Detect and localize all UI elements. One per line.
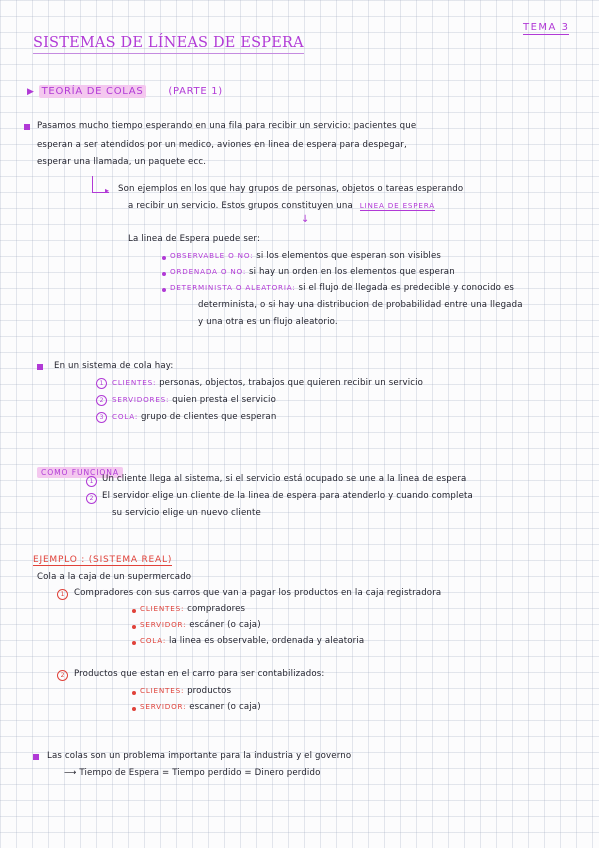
system-item-3 [112,412,276,422]
ejemplo-intro: Cola a la caja de un supermercado [37,572,192,582]
number-3-icon: 3 [96,412,107,423]
intro-line-1: Pasamos mucho tiempo esperando en una fila para recibir un servicio: pacientes que [37,121,417,131]
ejemplo-heading: EJEMPLO : (SISTEMA REAL) [33,555,173,565]
bullet-dot-icon [162,288,166,292]
determinista-line-2: determinista, o si hay una distribucion de probabilidad entre una llegada [198,300,523,310]
case1-text-3: la linea es observable, ordenada y aleatoria [168,636,365,646]
type-item-2 [170,267,455,277]
ejemplo-case-1: Compradores con sus carros que van a pagar los productos en la caja registradora [74,588,442,598]
final-line-2: ⟶ Tiempo de Espera = Tiempo perdido = Dinero perdido [64,768,321,778]
type-key-3: DETERMINISTA O ALEATORIA: [170,283,296,292]
bullet-square-icon [33,754,39,760]
type-item-3 [170,283,514,293]
type-key-1: OBSERVABLE O NO: [170,251,254,260]
case1-key-1: CLIENTES: [140,604,185,613]
como-item-1: Un cliente llega al sistema, si el servicio está ocupado se une a la linea de espera [102,474,467,484]
case1-text-2: escáner (o caja) [189,620,261,630]
case2-key-1: CLIENTES: [140,686,185,695]
number-2-icon: 2 [57,670,68,681]
examples-line-2 [128,201,435,211]
intro-line-3: esperar una llamada, un paquete ecc. [37,157,207,167]
number-1-icon: 1 [96,378,107,389]
case1-item-2 [140,620,261,630]
system-key-2: SERVIDORES: [112,395,170,404]
case1-key-3: COLA: [140,636,167,645]
type-text-3: si el flujo de llegada es predecible y conocido es [298,283,515,293]
bullet-dot-icon [162,256,166,260]
bullet-dot-icon [132,641,136,645]
case1-item-1 [140,604,245,614]
section-heading-text: TEORÍA DE COLAS [39,85,147,98]
system-item-1 [112,378,423,388]
bullet-square-icon [24,124,30,130]
final-line-1: Las colas son un problema importante para la industria y el governo [47,751,352,761]
number-2-icon: 2 [96,395,107,406]
case1-key-2: SERVIDOR: [140,620,187,629]
system-text-3: grupo de clientes que esperan [140,412,277,422]
case1-text-1: compradores [187,604,246,614]
bullet-dot-icon [132,707,136,711]
case2-item-1 [140,686,231,696]
bullet-dot-icon [132,691,136,695]
bullet-dot-icon [132,625,136,629]
ejemplo-case-2: Productos que estan en el carro para ser contabilizados: [74,669,325,679]
bullet-dot-icon [132,609,136,613]
type-text-1: si los elementos que esperan son visibles [256,251,442,261]
examples-line-1: Son ejemplos en los que hay grupos de personas, objetos o tareas esperando [118,184,464,194]
case2-item-2 [140,702,261,712]
number-2-icon: 2 [86,493,97,504]
case2-text-1: productos [187,686,232,696]
bullet-square-icon [37,364,43,370]
case2-text-2: escaner (o caja) [189,702,261,712]
case1-item-3 [140,636,364,646]
number-1-icon: 1 [57,589,68,600]
linea-puede-ser: La linea de Espera puede ser: [128,234,261,244]
linea-de-espera-term: LINEA DE ESPERA [359,201,435,210]
como-item-2-cont: su servicio elige un nuevo cliente [112,508,261,518]
topic-label: TEMA 3 [523,22,570,33]
number-1-icon: 1 [86,476,97,487]
como-item-2: El servidor elige un cliente de la linea de espera para atenderlo y cuando completa [102,491,473,501]
section-part: (PARTE 1) [168,86,223,97]
intro-line-2: esperan a ser atendidos por un medico, aviones en linea de espera para despegar, [37,140,407,150]
examples-line-2-text: a recibir un servicio. Estos grupos constituyen una [128,201,353,211]
system-intro: En un sistema de cola hay: [54,361,174,371]
case2-key-2: SERVIDOR: [140,702,187,711]
system-item-2 [112,395,276,405]
arrow-down-icon: ↓ [301,214,310,225]
arrow-right-icon: ▸ [105,186,110,195]
section-heading [27,86,223,97]
determinista-line-3: y una otra es un flujo aleatorio. [198,317,338,327]
system-text-1: personas, objectos, trabajos que quieren recibir un servicio [159,378,424,388]
bullet-dot-icon [162,272,166,276]
como-funciona-label: COMO FUNCIONA [37,467,123,478]
type-key-2: ORDENADA O NO: [170,267,247,276]
system-text-2: quien presta el servicio [172,395,276,405]
type-item-1 [170,251,441,261]
page-title: SISTEMAS DE LÍNEAS DE ESPERA [33,35,304,54]
triangle-icon: ▶ [27,87,35,97]
system-key-1: CLIENTES: [112,378,157,387]
system-key-3: COLA: [112,412,139,421]
type-text-2: si hay un orden en los elementos que esperan [249,267,455,277]
